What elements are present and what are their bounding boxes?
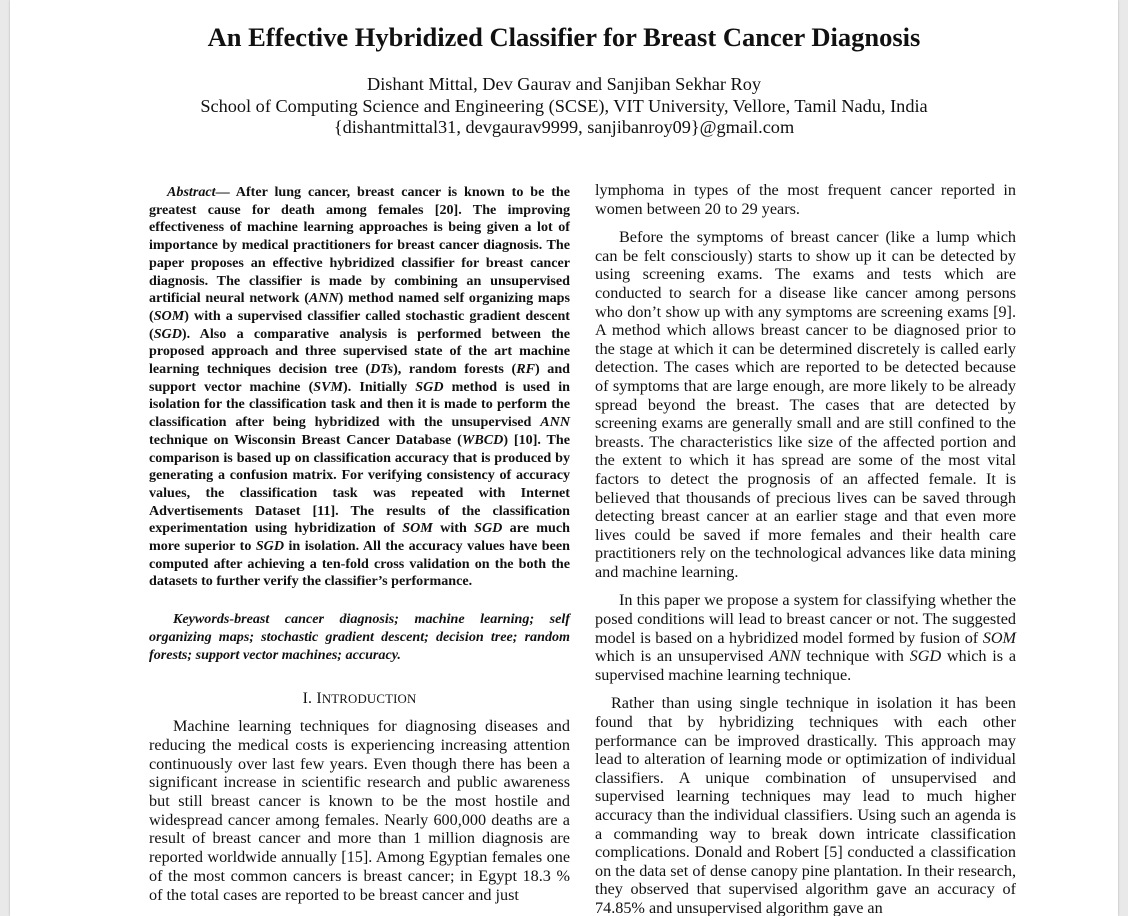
abstract-text: in isolation. All the accuracy values have been computed after achieving a ten-fold cross validation on the both the datasets to further verify the classifier’s performance. xyxy=(149,538,570,590)
abstract-text: ) with a supervised classifier called stochastic gradient descent ( xyxy=(149,307,570,342)
abstract-term: WBCD xyxy=(461,431,504,448)
abstract-text: ). Initially xyxy=(343,378,416,395)
proposal-text: which is an unsupervised xyxy=(595,647,770,666)
abstract xyxy=(149,184,570,591)
abstract-term: SGD xyxy=(153,325,182,342)
section-number: I. xyxy=(302,690,313,708)
abstract-text: method is used in isolation for the classification task and then it is made to perform the classification after being hybridized with the unsupervised xyxy=(149,378,570,431)
abstract-text: ). Also a comparative analysis is performed between the proposed approach and three supervised state of the art machine learning techniques decision tree ( xyxy=(149,325,570,378)
abstract-term: DTs xyxy=(370,361,394,378)
abstract-term: SVM xyxy=(313,378,344,395)
paper-emails: {dishantmittal31, devgaurav9999, sanjibanroy09}@gmail.com xyxy=(333,117,795,137)
abstract-term: SGD xyxy=(415,378,444,395)
abstract-text: ), random forests ( xyxy=(393,361,517,378)
paragraph-hybridizing: Rather than using single technique in isolation it has been found that by hybridizing techniques with each other performance can be improved drastically. This approach may lead to alteration of learning mode or optimization of individual classifiers. A unique combination of unsupervised and supervised learning techniques may lead to much higher accuracy than the individual classifiers. Using such an agenda is a commanding way to break down intricate classification complications. Donald and Robert [5] conducted a classification on the data set of dense canopy pine plantation. In their research, they observed that supervised algorithm gave an accuracy of 74.85% and unsupervised algorithm gave an xyxy=(595,694,1016,916)
introduction-paragraph: Machine learning techniques for diagnosing diseases and reducing the medical costs is experiencing increasing attention continuously over last few years. Even though there has been a significant increase in scientific research and public awareness but still breast cancer is known to be the most hostile and widespread cancer among females. Nearly 600,000 deaths are a result of breast cancer and more than 1 million diagnosis are reported worldwide annually [15]. Among Egyptian females one of the most common cancers is breast cancer; in Egypt 18.3 % of the total cases are reported to be breast cancer and just xyxy=(149,717,570,904)
proposal-term: ANN xyxy=(769,647,801,666)
abstract-lead: Abstract xyxy=(167,184,216,200)
section-heading-introduction xyxy=(149,690,570,709)
paragraph-continued: lymphoma in types of the most frequent cancer reported in women between 20 to 29 years. xyxy=(595,181,1016,218)
abstract-term: RF xyxy=(516,361,535,378)
right-column xyxy=(595,181,1016,916)
paragraph-proposal xyxy=(595,591,1016,684)
abstract-text: ) and support vector machine ( xyxy=(149,361,570,395)
abstract-term: SOM xyxy=(153,307,185,324)
paper-page xyxy=(10,0,1118,916)
proposal-term: SOM xyxy=(982,628,1016,647)
proposal-text: technique with xyxy=(800,647,910,666)
abstract-text: are much more superior to xyxy=(149,520,570,555)
abstract-text: technique on Wisconsin Breast Cancer Database ( xyxy=(149,431,462,448)
abstract-dash: — xyxy=(215,184,236,200)
section-title-rest: NTRODUCTION xyxy=(321,692,417,707)
abstract-term: SGD xyxy=(474,520,503,537)
paragraph-screening: Before the symptoms of breast cancer (like a lump which can be felt consciously) starts to show up it can be detected by using screening exams. The exams and tests which are conducted to search for a disease like cancer among persons who don’t show up with any symptoms are screening exams [9]. A method which allows breast cancer to be diagnosed prior to the stage at which it can be determined discretely is called early detection. The cases which are reported to be detected because of symptoms that are large enough, are more likely to be already spread beyond the breast. The cases that are detected by screening exams are generally small and are still confined to the breasts. The characteristics like size of the affected portion and the extent to which it has spread are some of the most vital factors to detect the prognosis of an affected female. It is believed that thousands of precious lives can be saved through detecting breast cancer at an earlier stage and that even more lives could be saved if more females and their health care practitioners rely on the technological advances like data mining and machine learning. xyxy=(595,228,1016,581)
paper-title: An Effective Hybridized Classifier for Breast Cancer Diagnosis xyxy=(207,22,921,52)
abstract-term: SGD xyxy=(255,538,285,555)
abstract-term: ANN xyxy=(540,414,570,431)
abstract-text: with xyxy=(432,520,475,537)
section-title-initial: I xyxy=(316,690,322,708)
abstract-text: ) method named self organizing maps ( xyxy=(149,290,570,324)
paper-authors: Dishant Mittal, Dev Gaurav and Sanjiban Sekhar Roy xyxy=(367,74,761,94)
abstract-term: ANN xyxy=(308,290,339,307)
proposal-text: In this paper we propose a system for classifying whether the posed conditions will lead to breast cancer or not. The suggested model is based on a hybridized model formed by fusion of xyxy=(595,591,1016,647)
keywords: Keywords-breast cancer diagnosis; machine learning; self organizing maps; stochastic gradient descent; decision tree; random forests; support vector machines; accuracy. xyxy=(149,611,570,663)
abstract-term: SOM xyxy=(402,520,433,537)
paper-affiliation: School of Computing Science and Engineering (SCSE), VIT University, Vellore, Tamil Nadu, India xyxy=(200,96,928,116)
abstract-text: After lung cancer, breast cancer is known to be the greatest cause for death among females [20]. The improving effectiveness of machine learning approaches is being given a lot of importance by medical practitioners for breast cancer diagnosis. The paper proposes an effective hybridized classifier for breast cancer diagnosis. The classifier is made by combining an unsupervised artificial neural network ( xyxy=(149,184,570,307)
abstract-text: ) [10]. The comparison is based up on classification accuracy that is produced by generating a confusion matrix. For verifying consistency of accuracy values, the classification task was repeated with Internet Advertisements Dataset [11]. The results of the classification experimentation using hybridization of xyxy=(149,431,571,537)
left-column xyxy=(149,184,570,904)
proposal-text: which is a supervised machine learning technique. xyxy=(595,647,1017,684)
proposal-term: SGD xyxy=(909,647,942,666)
